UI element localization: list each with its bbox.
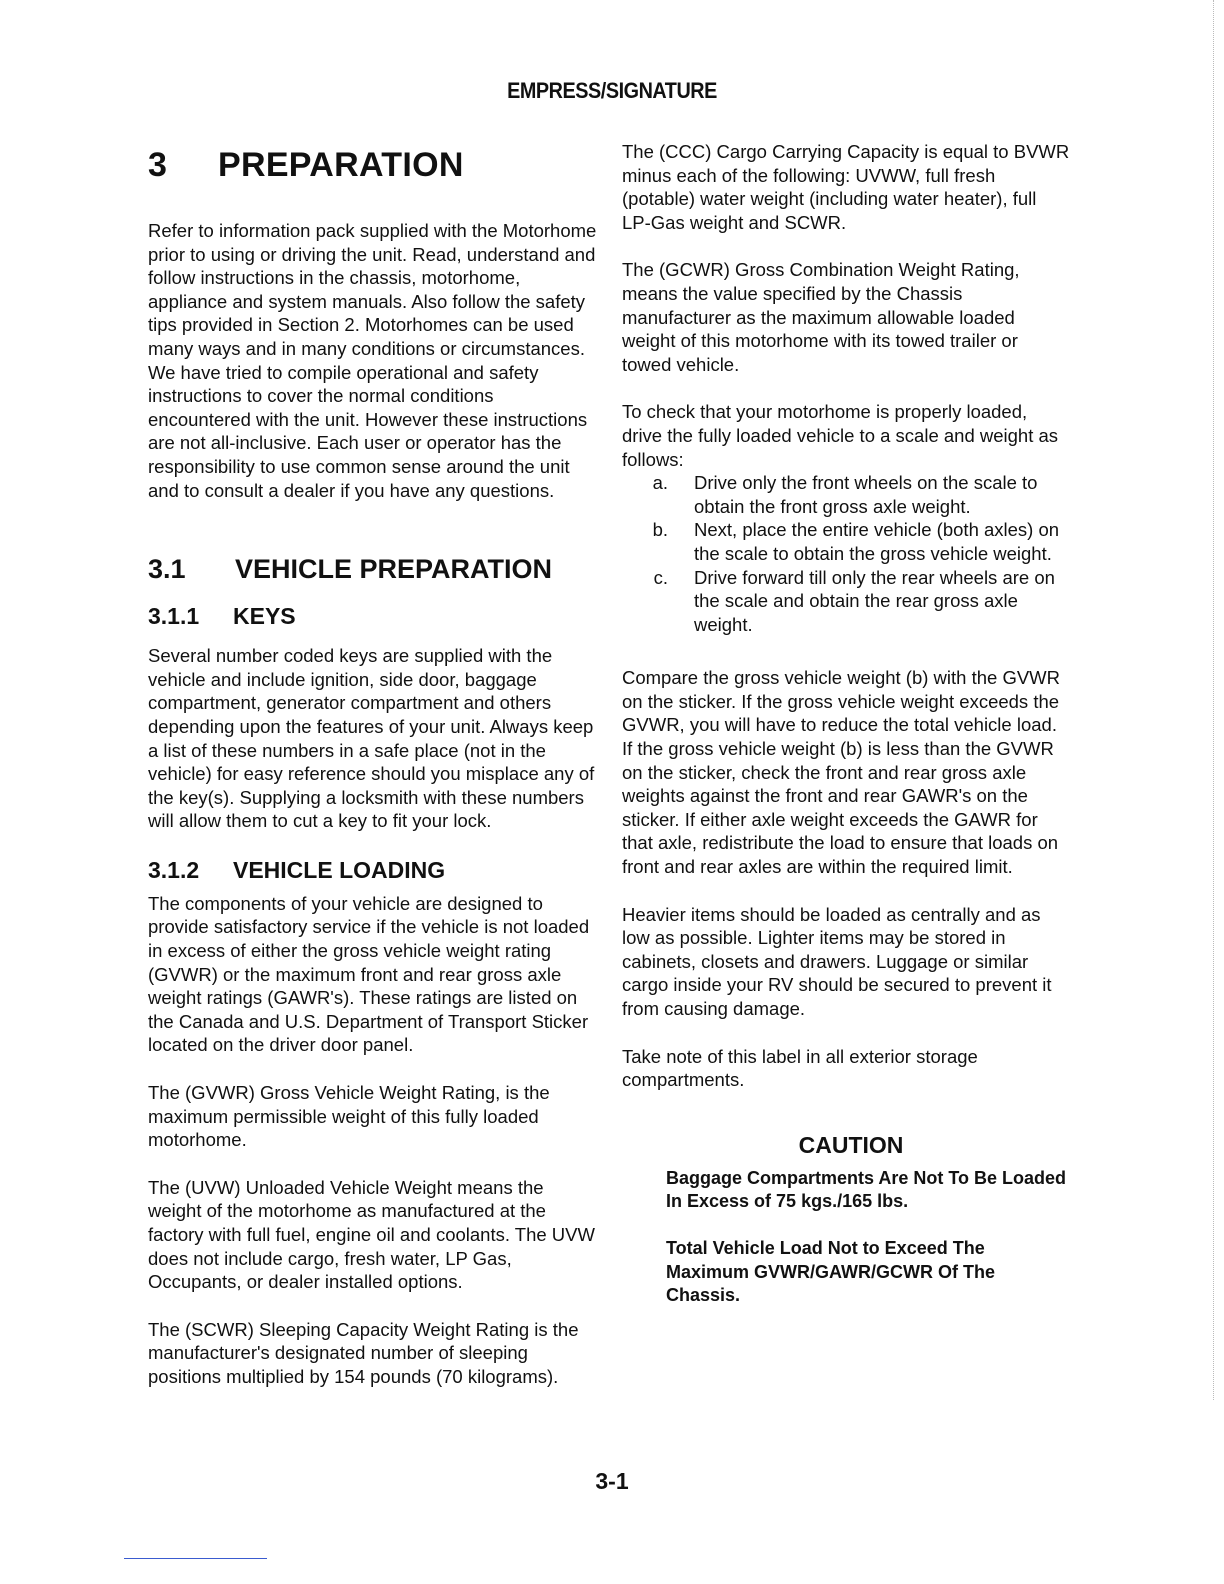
scan-edge-line [1213, 0, 1214, 1400]
step-text: Drive forward till only the rear wheels are on the scale and obtain the rear gross axle weight. [694, 566, 1055, 635]
page-number: 3-1 [595, 1468, 629, 1494]
caution-box [666, 1132, 1070, 1308]
weighing-steps [622, 471, 1070, 636]
caution-baggage: Baggage Compartments Are Not To Be Loaded In Excess of 75 kgs./165 lbs. [666, 1167, 1067, 1212]
step-item [622, 471, 1070, 518]
footer-rule [124, 1558, 267, 1559]
scwr-paragraph: The (SCWR) Sleeping Capacity Weight Rating is the manufacturer's designated number of sleeping positions multiplied by 154 pounds (70 kilograms). [148, 1318, 579, 1387]
right-column [622, 140, 1070, 1331]
running-header: EMPRESS/SIGNATURE [507, 78, 717, 103]
keys-number: 3.1.1 [148, 603, 200, 630]
weighing-intro: To check that your motorhome is properly loaded, drive the fully loaded vehicle to a scale and weight as follows: [622, 401, 1059, 470]
ccc-paragraph: The (CCC) Cargo Carrying Capacity is equal to BVWR minus each of the following: UVWW, full fresh (potable) water weight (including water heater), full LP-Gas weight and SCWR. [622, 141, 1070, 233]
keys-heading [148, 603, 598, 630]
gvwr-paragraph: The (GVWR) Gross Vehicle Weight Rating, is the maximum permissible weight of this fully loaded motorhome. [148, 1082, 550, 1151]
label-note-paragraph: Take note of this label in all exterior storage compartments. [622, 1045, 978, 1091]
loading-paragraph: The components of your vehicle are designed to provide satisfactory service if the vehicle is not loaded in excess of either the gross vehicle weight rating (GVWR) or the maximum front and rear gross axle weight ratings (GAWR's). These ratings are listed on the Canada and U.S. Department of Transport Sticker located on the driver door panel. [148, 892, 590, 1056]
loading-number: 3.1.2 [148, 856, 200, 883]
uvw-paragraph: The (UVW) Unloaded Vehicle Weight means the weight of the motorhome as manufactured at the factory with full fuel, engine oil and coolants. The UVW does not include cargo, fresh water, LP Gas, Occupants, or dealer installed options. [148, 1176, 595, 1293]
loading-heading [148, 857, 598, 884]
step-item [622, 566, 1070, 637]
compare-paragraph: Compare the gross vehicle weight (b) with the GVWR on the sticker. If the gross vehicle weight exceeds the GVWR, you will have to reduce the total vehicle load. If the gross vehicle weight (b) is less than the GVWR on the sticker, check the front and rear gross axle weights against the front and rear GAWR's on the sticker. If either axle weight exceeds the GAWR for that axle, redistribute the load to ensure that loads on front and rear axles are within the required limit. [622, 667, 1061, 878]
step-marker: c. [653, 566, 668, 588]
left-column [148, 140, 598, 1413]
gcwr-paragraph: The (GCWR) Gross Combination Weight Rating, means the value specified by the Chassis manufacturer as the maximum allowable loaded weight of this motorhome with its towed trailer or towed vehicle. [622, 259, 1020, 375]
intro-paragraph: Refer to information pack supplied with the Motorhome prior to using or driving the unit. Read, understand and follow instructions in the chassis, motorhome, appliance and system manuals. Also follow the safety tips provided in Section 2. Motorhomes can be used many ways and in many conditions or circumstances. We have tried to compile operational and safety instructions to cover the normal conditions encountered with the unit. However these instructions are not all-inclusive. Each user or operator has the responsibility to use common sense around the unit and to consult a dealer if you have any questions. [148, 220, 597, 501]
chapter-heading [148, 146, 598, 185]
step-text: Drive only the front wheels on the scale to obtain the front gross axle weight. [694, 472, 1038, 517]
section-title: VEHICLE PREPARATION [235, 554, 553, 585]
heavier-items-paragraph: Heavier items should be loaded as centrally and as low as possible. Lighter items may be stored in cabinets, closets and drawers. Luggage or similar cargo inside your RV should be secured to prevent it from causing damage. [622, 903, 1052, 1019]
step-marker: b. [652, 519, 668, 541]
chapter-number: 3 [148, 146, 168, 184]
step-item [622, 518, 1070, 565]
loading-title: VEHICLE LOADING [233, 856, 446, 883]
caution-title: CAUTION [798, 1131, 904, 1158]
chapter-title: PREPARATION [218, 146, 464, 184]
keys-title: KEYS [233, 603, 296, 630]
step-marker: a. [652, 472, 668, 494]
section-number: 3.1 [148, 554, 186, 585]
section-heading [148, 554, 598, 585]
keys-paragraph: Several number coded keys are supplied with the vehicle and include ignition, side door, baggage compartment, generator compartment and others depending upon the features of your unit. Always keep a list of these numbers in a safe place (not in the vehicle) for easy reference should you misplace any of the key(s). Supplying a locksmith with these numbers will allow them to cut a key to fit your lock. [148, 645, 595, 832]
caution-total-load: Total Vehicle Load Not to Exceed The Maximum GVWR/GAWR/GCWR Of The Chassis. [666, 1237, 996, 1306]
step-text: Next, place the entire vehicle (both axles) on the scale to obtain the gross vehicle weight. [694, 519, 1060, 564]
